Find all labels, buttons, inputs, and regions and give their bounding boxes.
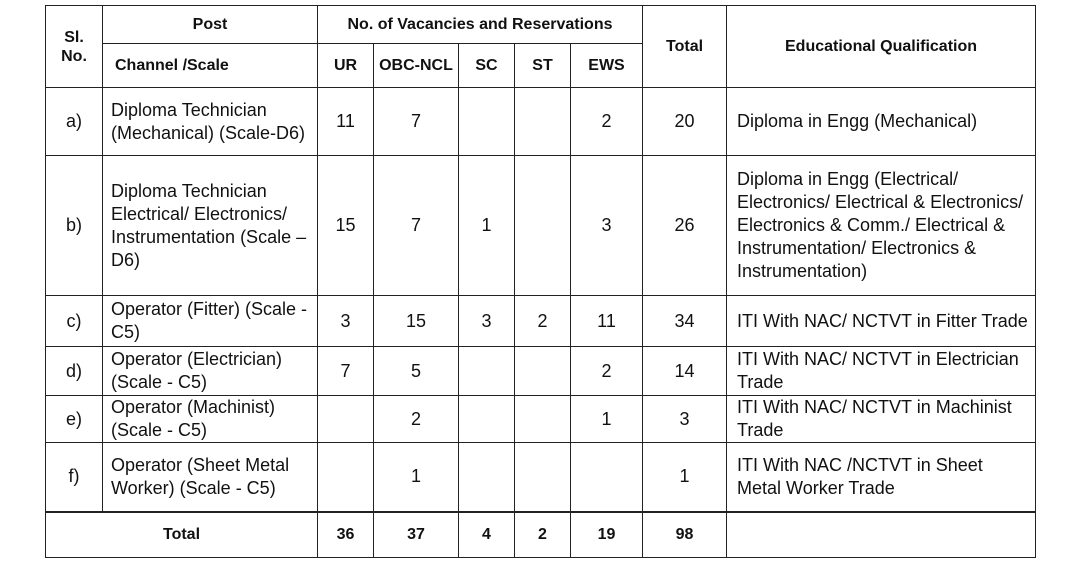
table-row (46, 396, 1036, 443)
row-sl: a) (46, 88, 103, 156)
totals-total: 98 (643, 512, 727, 558)
row-post: Diploma Technician Electrical/ Electronics/ Instrumentation (Scale – D6) (103, 156, 318, 296)
row-sl: d) (46, 347, 103, 396)
row-sc: 1 (459, 156, 515, 296)
header-sl-no: Sl. No. (46, 6, 103, 88)
row-sc (459, 347, 515, 396)
row-ews: 1 (571, 396, 643, 443)
row-qualification: ITI With NAC/ NCTVT in Fitter Trade (727, 296, 1036, 347)
header-ur: UR (318, 44, 374, 88)
row-total: 1 (643, 443, 727, 512)
row-post: Operator (Machinist) (Scale - C5) (103, 396, 318, 443)
totals-label: Total (46, 512, 318, 558)
table-row (46, 156, 1036, 296)
row-ur: 15 (318, 156, 374, 296)
row-qualification: ITI With NAC /NCTVT in Sheet Metal Worker Trade (727, 443, 1036, 512)
row-st (515, 347, 571, 396)
table-row (46, 296, 1036, 347)
row-st (515, 156, 571, 296)
header-sc: SC (459, 44, 515, 88)
row-ews: 11 (571, 296, 643, 347)
row-st (515, 88, 571, 156)
totals-ur: 36 (318, 512, 374, 558)
row-obc: 5 (374, 347, 459, 396)
row-qualification: ITI With NAC/ NCTVT in Machinist Trade (727, 396, 1036, 443)
row-ur (318, 396, 374, 443)
row-ews (571, 443, 643, 512)
row-qualification: ITI With NAC/ NCTVT in Electrician Trade (727, 347, 1036, 396)
row-ur: 11 (318, 88, 374, 156)
row-sc (459, 88, 515, 156)
row-sl: c) (46, 296, 103, 347)
header-qualification: Educational Qualification (727, 6, 1036, 88)
row-ur (318, 443, 374, 512)
row-sc: 3 (459, 296, 515, 347)
row-sc (459, 443, 515, 512)
row-obc: 7 (374, 156, 459, 296)
vacancy-table (45, 5, 1036, 558)
table-row (46, 88, 1036, 156)
row-ews: 3 (571, 156, 643, 296)
row-sl: f) (46, 443, 103, 512)
row-post: Operator (Fitter) (Scale - C5) (103, 296, 318, 347)
row-st (515, 396, 571, 443)
row-st (515, 443, 571, 512)
header-post: Post (103, 6, 318, 44)
row-ur: 7 (318, 347, 374, 396)
row-post: Operator (Electrician) (Scale - C5) (103, 347, 318, 396)
row-obc: 2 (374, 396, 459, 443)
totals-st: 2 (515, 512, 571, 558)
row-total: 34 (643, 296, 727, 347)
totals-obc: 37 (374, 512, 459, 558)
row-post: Operator (Sheet Metal Worker) (Scale - C5) (103, 443, 318, 512)
row-qualification: Diploma in Engg (Electrical/ Electronics/ Electrical & Electronics/ Electronics & Comm./ Electrical & Instrumentation/ Electronics & Instrumentation) (727, 156, 1036, 296)
row-post: Diploma Technician (Mechanical) (Scale-D6) (103, 88, 318, 156)
totals-row (46, 512, 1036, 558)
row-sl: e) (46, 396, 103, 443)
totals-ews: 19 (571, 512, 643, 558)
row-obc: 1 (374, 443, 459, 512)
row-obc: 7 (374, 88, 459, 156)
row-ews: 2 (571, 88, 643, 156)
row-obc: 15 (374, 296, 459, 347)
table-row (46, 347, 1036, 396)
header-vacancies-group: No. of Vacancies and Reservations (318, 6, 643, 44)
row-st: 2 (515, 296, 571, 347)
row-qualification: Diploma in Engg (Mechanical) (727, 88, 1036, 156)
row-ews: 2 (571, 347, 643, 396)
row-sc (459, 396, 515, 443)
header-channel-scale: Channel /Scale (103, 44, 318, 88)
totals-sc: 4 (459, 512, 515, 558)
row-total: 14 (643, 347, 727, 396)
row-sl: b) (46, 156, 103, 296)
header-obc: OBC-NCL (374, 44, 459, 88)
table-row (46, 443, 1036, 512)
header-total: Total (643, 6, 727, 88)
row-total: 3 (643, 396, 727, 443)
row-total: 26 (643, 156, 727, 296)
row-ur: 3 (318, 296, 374, 347)
row-total: 20 (643, 88, 727, 156)
header-ews: EWS (571, 44, 643, 88)
header-st: ST (515, 44, 571, 88)
totals-qualification (727, 512, 1036, 558)
